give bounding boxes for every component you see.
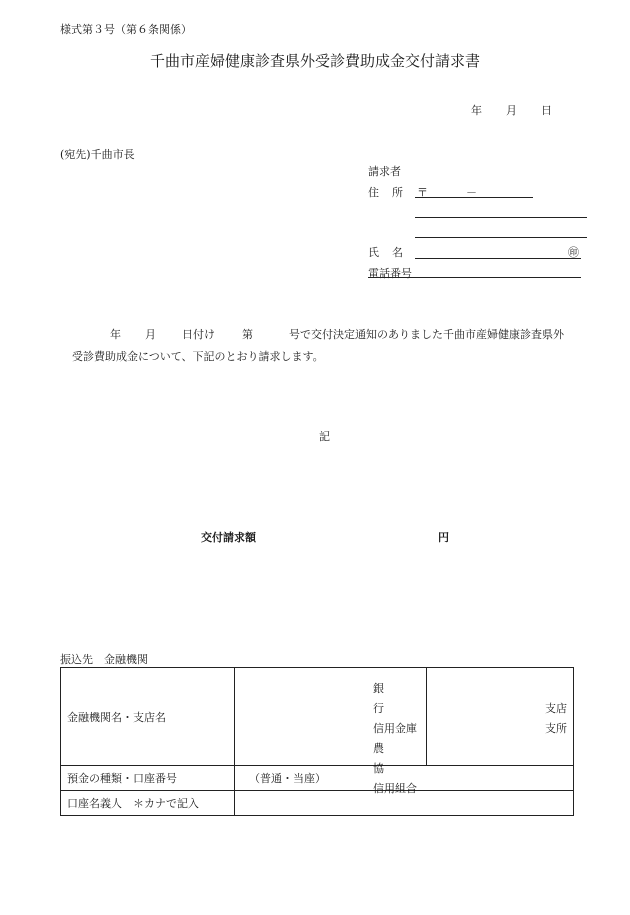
bank-type-bank: 銀 行 bbox=[373, 682, 417, 715]
phone-line[interactable] bbox=[368, 277, 581, 278]
table-row bbox=[61, 766, 574, 791]
address-line-2[interactable] bbox=[415, 217, 587, 218]
branch-type-shiten: 支店 bbox=[545, 702, 567, 715]
body-number-prefix: 第 bbox=[242, 328, 253, 341]
date-day-label: 日 bbox=[541, 104, 552, 117]
ki-mark: 記 bbox=[319, 430, 330, 443]
address-line-1[interactable] bbox=[415, 197, 533, 198]
name-line[interactable] bbox=[415, 258, 581, 259]
body-dated: 日付け bbox=[182, 328, 215, 341]
account-holder-label: 口座名義人 ＊カナで記入 bbox=[61, 791, 235, 816]
account-type-value[interactable]: （普通・当座） bbox=[235, 766, 574, 791]
page-title: 千曲市産婦健康診査県外受診費助成金交付請求書 bbox=[149, 52, 480, 70]
bank-type-nokyo: 農 協 bbox=[373, 742, 417, 775]
bank-table bbox=[60, 667, 574, 816]
account-type-label: 預金の種類・口座番号 bbox=[61, 766, 235, 791]
requester-heading: 請求者 bbox=[368, 165, 401, 178]
table-row bbox=[61, 791, 574, 816]
amount-label: 交付請求額 bbox=[201, 531, 256, 544]
branch-cell[interactable] bbox=[427, 668, 574, 766]
phone-label: 電話番号 bbox=[368, 267, 412, 280]
transfer-heading: 振込先 金融機関 bbox=[60, 653, 148, 666]
addressee: (宛先)千曲市長 bbox=[60, 148, 135, 161]
bank-type-shinkin: 信用金庫 bbox=[373, 722, 417, 735]
body-line2: 受診費助成金について、下記のとおり請求します。 bbox=[72, 350, 324, 363]
table-row bbox=[61, 668, 574, 766]
form-number: 様式第３号（第６条関係） bbox=[60, 23, 192, 36]
body-month: 月 bbox=[145, 328, 156, 341]
postal-mark: 〒 bbox=[417, 186, 428, 199]
amount-unit: 円 bbox=[438, 531, 449, 544]
body-year: 年 bbox=[110, 328, 121, 341]
address-label-2: 所 bbox=[392, 186, 403, 199]
bank-type-kumiai: 信用組合 bbox=[373, 782, 417, 795]
seal-mark: ㊞ bbox=[568, 246, 579, 259]
address-label-1: 住 bbox=[368, 186, 379, 199]
address-line-3[interactable] bbox=[415, 237, 587, 238]
name-label-2: 名 bbox=[392, 246, 403, 259]
date-year-label: 年 bbox=[471, 104, 482, 117]
body-line1: 号で交付決定通知のありました千曲市産婦健康診査県外 bbox=[289, 328, 564, 341]
name-label-1: 氏 bbox=[368, 246, 379, 259]
branch-type-shisho: 支所 bbox=[545, 722, 567, 735]
bank-name-label: 金融機関名・支店名 bbox=[61, 668, 235, 766]
postal-dash: － bbox=[466, 186, 477, 199]
date-month-label: 月 bbox=[506, 104, 517, 117]
